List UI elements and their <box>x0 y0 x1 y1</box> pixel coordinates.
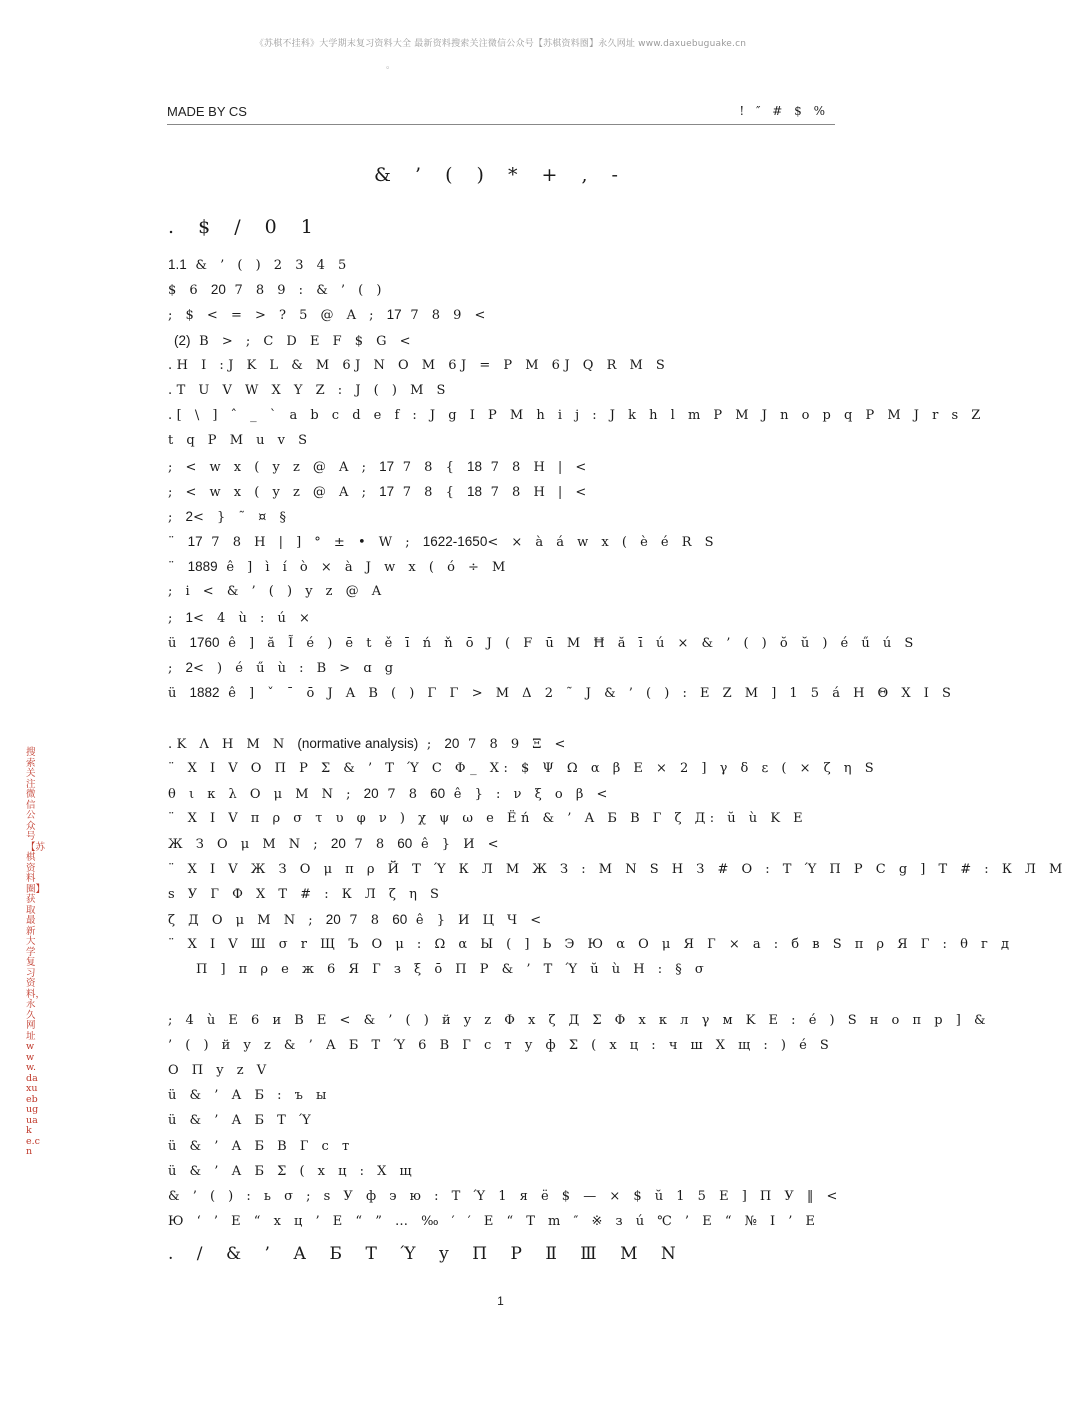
body-text <box>168 252 1067 1234</box>
text-segment: ü & ’ А Б В Г с т <box>168 1138 354 1154</box>
text-segment: ; $ < = > ? 5 @ A ; <box>168 308 387 324</box>
text-line <box>168 882 848 907</box>
text-line <box>168 328 848 353</box>
text-line <box>168 630 918 655</box>
text-segment: ; 4 ù E 6 и В Е < & ’ ( ) й y z Φ x ζ Д Σ Φ x к л γ м K E : é ) S н о п р ] & <box>168 1012 991 1028</box>
text-line <box>168 579 848 604</box>
text-segment: 60 <box>430 785 446 801</box>
text-segment: 7 8 { <box>394 484 467 500</box>
text-segment: Ж З O μ M N ; <box>168 837 331 853</box>
text-line <box>168 932 1014 957</box>
text-line <box>168 252 848 277</box>
blank-line <box>168 705 848 730</box>
subsection-heading: . / & ’ А Б Т Ύ у П Р Ⅱ Ⅲ M N <box>168 1244 685 1264</box>
text-segment: Ю ‘ ’ E “ х ц ’ E “ ” … ‰ ′ ′ E “ Т m ″ ※ з ú ℃ ’ E “ № Ⅰ ’ E <box>168 1214 820 1230</box>
banner-dot: 。 <box>386 61 396 71</box>
text-segment: 17 <box>379 458 395 474</box>
text-line <box>168 1033 848 1058</box>
text-segment: < } ˜ ¤ § <box>193 509 291 525</box>
text-line <box>168 504 848 529</box>
text-line <box>168 1159 848 1184</box>
text-segment: ¨ X I V π ρ σ τ υ φ ν ) χ ψ ω e Ёń & ’ А Б В Г ζ Д: ŭ ù K E <box>168 811 808 827</box>
text-segment: ü <box>168 635 190 651</box>
text-segment: ê } : ν ξ ο β < <box>445 786 612 802</box>
text-line <box>168 1209 848 1234</box>
text-segment: ζ Д O μ M N ; <box>168 912 326 928</box>
text-line <box>168 403 985 428</box>
text-segment: 7 8 H | < <box>482 459 591 475</box>
text-segment: ; < w x ( y z @ A ; <box>168 459 380 475</box>
text-line <box>168 454 848 479</box>
text-segment: 20 <box>210 282 226 298</box>
text-segment: 60 <box>397 836 413 852</box>
text-segment: ü & ’ А Б Т Ύ <box>168 1113 316 1129</box>
text-segment: t q P M u v S <box>168 433 312 449</box>
text-segment: 7 8 H | < <box>482 484 591 500</box>
text-segment: 7 8 { <box>394 459 467 475</box>
text-segment: 2 <box>185 660 194 675</box>
text-segment: 7 8 9 < <box>401 308 490 324</box>
text-segment: ; <box>418 736 445 752</box>
text-segment: ¨ X I V Ο Π Ρ Σ & ’ Τ Ύ C Φ_ X: $ Ψ Ω α β E × 2 ] γ δ ε ( × ζ η S <box>168 760 879 776</box>
header-right-text: ! ″ # $ % <box>739 104 829 118</box>
text-segment: ¨ <box>168 560 188 576</box>
text-segment: 18 <box>466 483 482 499</box>
text-segment: ¨ X I V Ж З O μ π ρ Й Т Ύ К Л М Ж З : M N S Н З # O : Т Ύ П Р C g ] Т # : К Л М <box>168 861 1067 877</box>
text-line <box>168 957 848 982</box>
text-segment: ê ] ˇ ˉ ō J A B ( ) Γ Γ > M Δ 2 ˜ J & ’ ( ) : E Z M ] 1 5 á H Θ X I S <box>219 686 956 702</box>
text-segment: 20 <box>363 785 379 801</box>
text-segment: 7 8 <box>340 912 393 928</box>
side-watermark: 搜索关注微信公众号【苏棋资料圈】获取最新大学复习资料，永久网址 www.daxuebuguake.cn <box>26 747 46 1157</box>
text-segment: ü & ’ А Б : ъ ы <box>168 1088 331 1104</box>
text-segment: 17 <box>379 483 395 499</box>
text-segment: 1622-1650 <box>422 534 488 550</box>
text-line <box>168 1108 848 1133</box>
text-segment: 7 8 9 : & ’ ( ) <box>225 283 386 299</box>
text-segment: ê ] ì í ò × à J w x ( ó ÷ M <box>217 560 510 576</box>
top-banner: 《苏棋不挂科》大学期末复习资料大全 最新资料搜索关注微信公众号【苏棋资料圈】永久网址 www.daxuebuguake.cn <box>254 39 747 49</box>
text-line <box>168 378 848 403</box>
text-line <box>168 731 848 756</box>
text-line <box>168 353 848 378</box>
text-segment: ; i < & ’ ( ) y z @ A <box>168 584 386 600</box>
text-segment: ’ ( ) й y z & ’ А Б Т Ύ 6 В Г с т у ф Σ ( х ц : ч ш Х щ : ) é S <box>168 1037 834 1053</box>
text-line <box>168 479 848 504</box>
text-line <box>168 781 848 806</box>
text-line <box>168 302 848 327</box>
text-segment: 7 8 H | ] ° ± • W ; <box>202 535 423 551</box>
text-segment: O П y z V <box>168 1063 271 1078</box>
document-title: & ’ ( ) * + , - <box>374 164 627 186</box>
text-segment: < ) é ű ù : B > ɑ g <box>193 661 398 676</box>
header-left-text: MADE BY CS <box>167 104 247 119</box>
text-segment: 18 <box>466 458 482 474</box>
section-heading: . $ / 0 1 <box>168 216 322 238</box>
text-segment: 1760 <box>189 634 220 650</box>
text-segment: ; <box>168 610 186 626</box>
text-segment: 7 8 9 Ξ < <box>459 736 570 752</box>
text-line <box>168 1083 848 1108</box>
text-segment: ; <box>168 509 186 525</box>
text-segment: 60 <box>392 911 408 927</box>
text-segment: .K Λ H M N <box>168 736 298 752</box>
text-segment: 1 <box>185 609 194 625</box>
text-segment: .[ \ ] ˆ _ ` a b c d e f : J g I P M h i j : J k h l m P M J n o p q P M J r s Z <box>168 408 985 424</box>
text-line <box>168 680 956 705</box>
text-segment: .H I :J K L & M 6J N O M 6J = P M 6J Q R M S <box>168 357 670 373</box>
text-line <box>168 1008 991 1033</box>
text-segment: (normative analysis) <box>297 735 419 751</box>
header-rule <box>167 124 835 125</box>
text-segment: 20 <box>325 911 341 927</box>
text-segment: $ 6 <box>168 283 211 299</box>
text-line <box>168 1184 848 1209</box>
text-line <box>168 428 848 453</box>
text-line <box>168 1134 848 1159</box>
text-line <box>168 1058 848 1083</box>
text-segment: ê } И < <box>412 837 504 853</box>
text-line <box>168 857 1067 882</box>
text-segment: 20 <box>330 836 346 852</box>
text-segment: ¨ X I V Ш σ r Щ Ъ O μ : Ω α Ы ( ] Ь Э Ю α O μ Я Г × a : б в S π ρ Я Г : θ г д <box>168 937 1014 953</box>
text-segment: 7 8 <box>345 837 398 853</box>
text-segment: θ ι κ λ O μ M N ; <box>168 786 364 802</box>
text-segment: ; < w x ( y z @ A ; <box>168 484 380 500</box>
text-segment: 1882 <box>189 685 220 701</box>
text-line <box>168 831 848 856</box>
text-segment: 20 <box>444 735 460 751</box>
text-segment: < 4 ù : ú × <box>193 610 315 626</box>
text-segment: < × à á w x ( è é R S <box>487 535 719 551</box>
text-segment: ê } И Ц Ч < <box>407 912 546 928</box>
text-segment: 2 <box>185 508 194 524</box>
text-line <box>168 554 848 579</box>
text-line <box>168 529 848 554</box>
text-segment: s У Г Ф Х Т # : К Л ζ η S <box>168 886 444 902</box>
text-line <box>168 907 848 932</box>
text-segment: (2) <box>174 332 191 348</box>
text-segment: & ’ ( ) : ь σ ; s У ф э ю : Т Ύ 1 я ё $ — × $ ŭ 1 5 E ] П У ‖ < <box>168 1188 842 1204</box>
text-line <box>168 806 848 831</box>
text-segment: 17 <box>386 307 402 323</box>
text-segment: ; <box>168 661 186 676</box>
text-segment: П ] π ρ е ж 6 Я Г з ξ ō П Р & ’ Т Ύ ŭ ù Н : § σ <box>196 962 709 978</box>
blank-line <box>168 982 848 1007</box>
text-line <box>168 756 879 781</box>
text-segment: ü & ’ А Б Σ ( х ц : Х щ <box>168 1163 417 1179</box>
text-segment: ¨ <box>168 535 188 551</box>
text-segment: B > ; C D E F $ G < <box>190 333 416 349</box>
text-line <box>168 605 848 630</box>
text-segment: ü <box>168 686 190 702</box>
text-segment: 1.1 <box>168 257 187 272</box>
text-segment: .T U V W X Y Z : J ( ) M S <box>168 382 450 398</box>
text-segment: 17 <box>187 534 203 550</box>
text-segment: 1889 <box>187 559 218 575</box>
text-line <box>168 655 848 680</box>
text-segment: & ’ ( ) 2 3 4 5 <box>186 258 351 273</box>
text-segment: ê ] ă Ĩ é ) ē t ě ī ń ň ō J ( F ū M Ħ ă ī ú × & ’ ( ) ŏ ŭ ) é ű ú S <box>219 635 918 651</box>
text-segment: 7 8 <box>378 786 431 802</box>
page-number: 1 <box>497 1294 504 1308</box>
text-line <box>168 277 848 302</box>
